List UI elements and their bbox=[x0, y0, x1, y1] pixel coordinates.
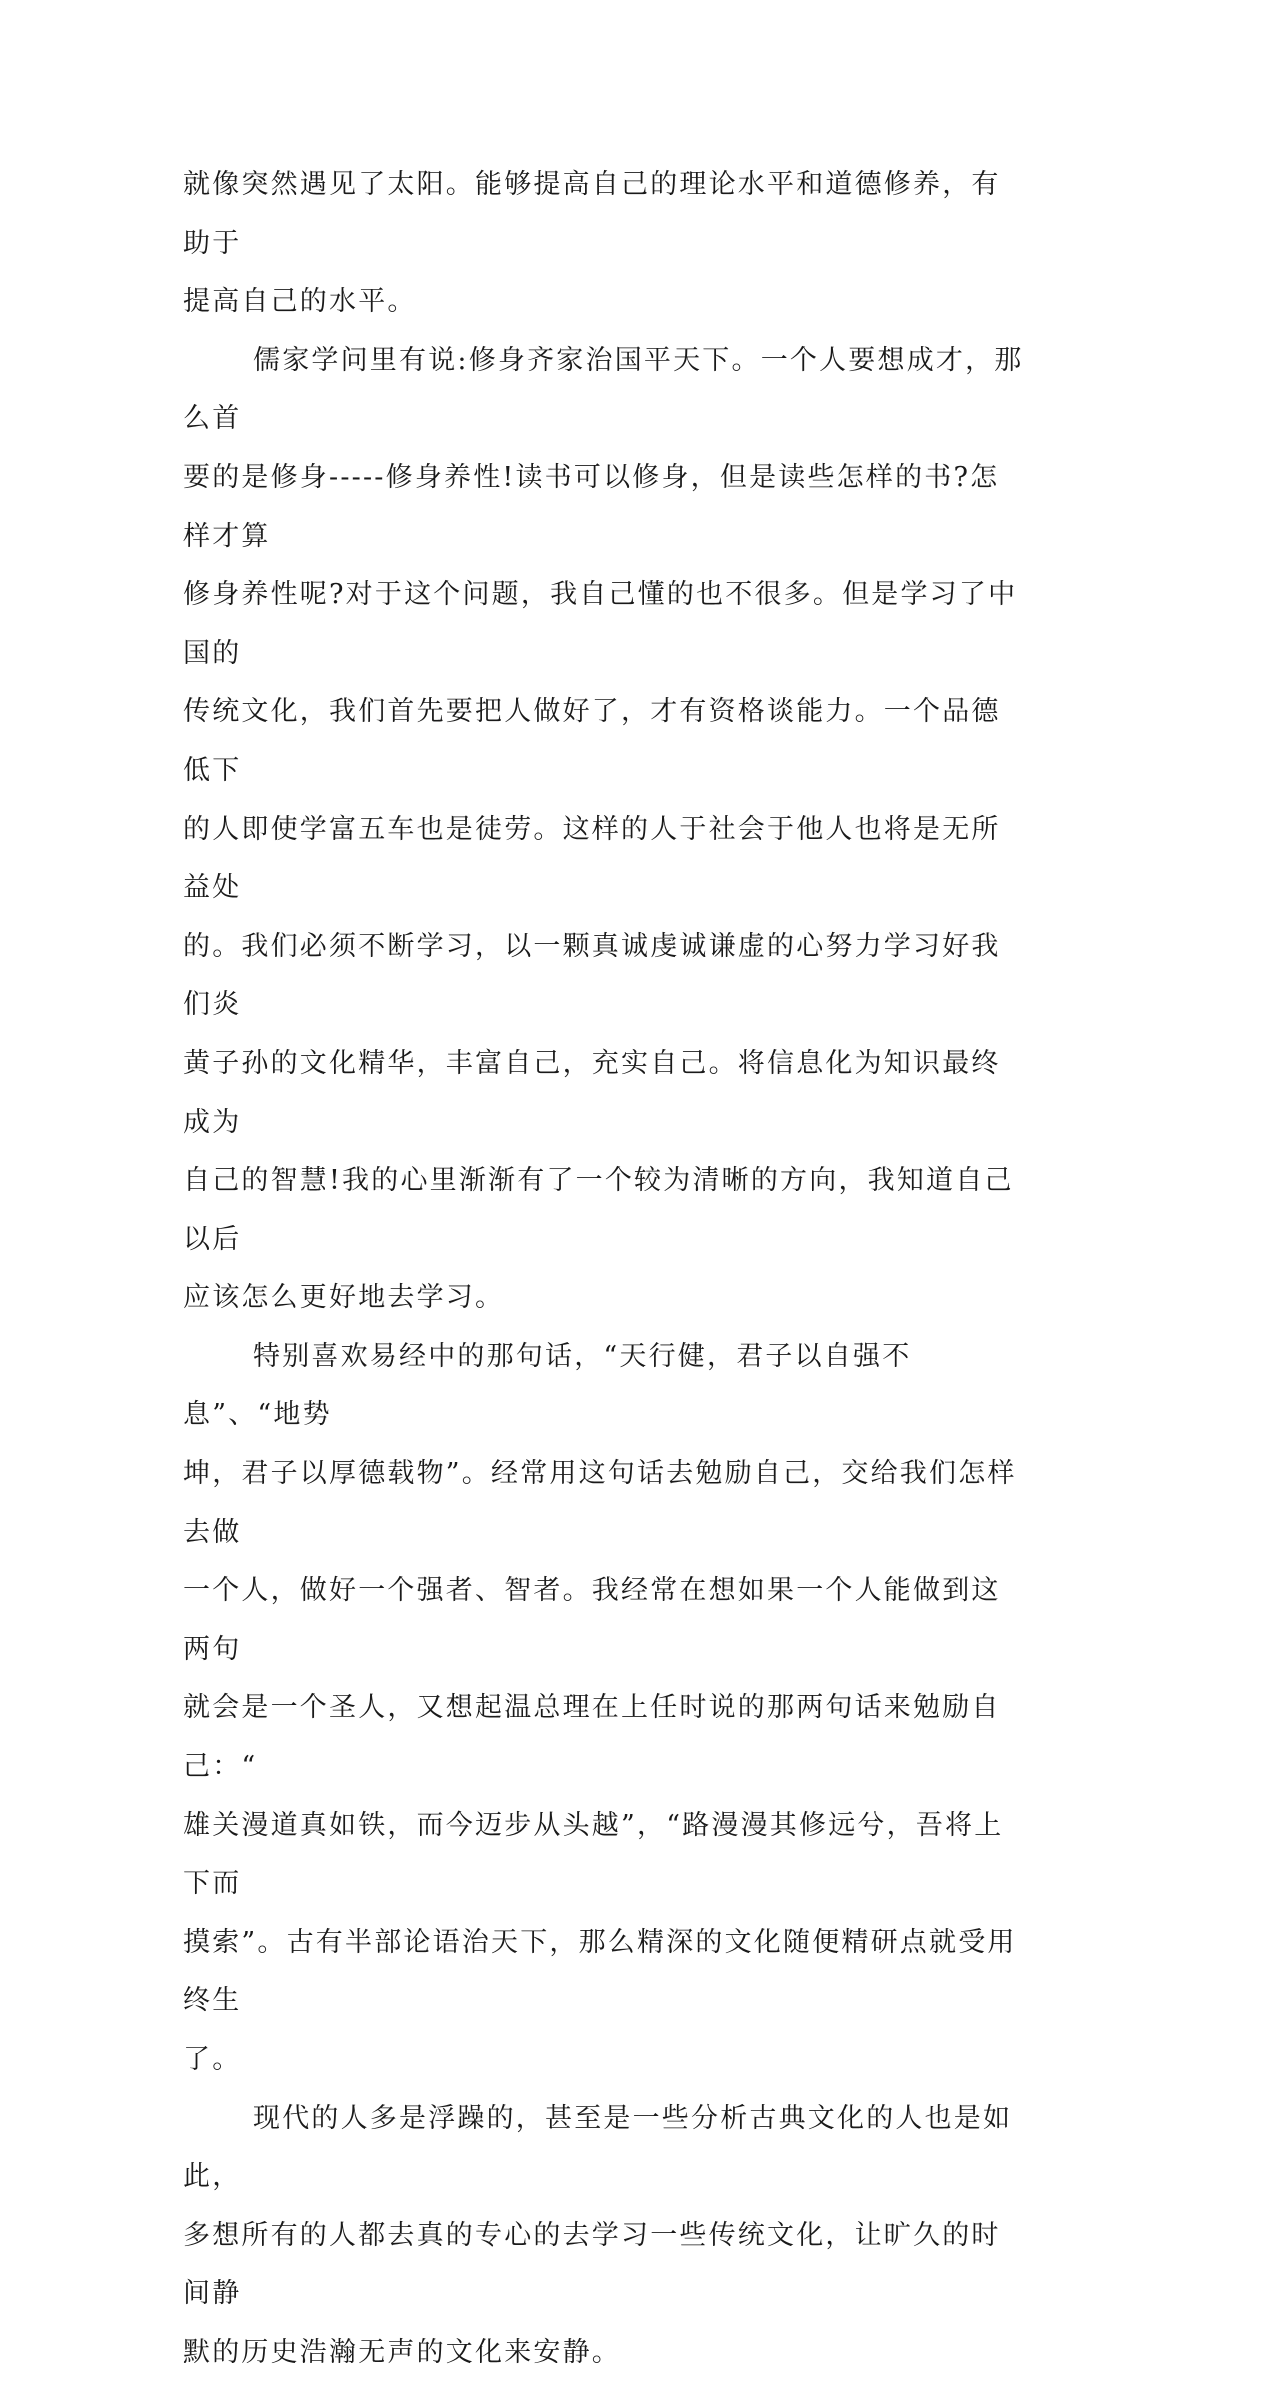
paragraph-line: 应该怎么更好地去学习。 bbox=[183, 1282, 505, 1314]
paragraph-line: 多想所有的人都去真的专心的去学习一些传统文化，让旷久的时间静 bbox=[183, 2219, 1001, 2310]
paragraph-line: 提高自己的水平。 bbox=[183, 286, 417, 318]
paragraph-line: 坤，君子以厚德载物”。经常用这句话去勉励自己，交给我们怎样去做 bbox=[183, 1458, 1017, 1548]
paragraph-line: 传统文化，我们首先要把人做好了，才有资格谈能力。一个品德低下 bbox=[183, 696, 1001, 786]
paragraph-2 bbox=[183, 332, 1028, 1328]
paragraph-line: 黄子孙的文化精华，丰富自己，充实自己。将信息化为知识最终成为 bbox=[183, 1047, 1001, 1138]
paragraph-line: 雄关漫道真如铁，而今迈步从头越”，“路漫漫其修远兮，吾将上下而 bbox=[183, 1809, 1004, 1900]
paragraph-3 bbox=[183, 1328, 1028, 2090]
paragraph-line: 一个人，做好一个强者、智者。我经常在想如果一个人能做到这两句 bbox=[183, 1575, 1001, 1665]
paragraph-line: 就会是一个圣人，又想起温总理在上任时说的那两句话来勉励自己：“ bbox=[183, 1692, 1001, 1783]
document-body bbox=[183, 156, 1028, 2383]
paragraph-line: 要的是修身-----修身养性!读书可以修身，但是读些怎样的书?怎样才算 bbox=[183, 461, 1000, 552]
paragraph-1 bbox=[183, 156, 1028, 332]
paragraph-4 bbox=[183, 2090, 1028, 2383]
paragraph-line: 儒家学问里有说:修身齐家治国平天下。一个人要想成才，那么首 bbox=[183, 344, 1024, 435]
paragraph-line: 的人即使学富五车也是徒劳。这样的人于社会于他人也将是无所益处 bbox=[183, 813, 1001, 904]
paragraph-line: 默的历史浩瀚无声的文化来安静。 bbox=[183, 2336, 621, 2368]
paragraph-line: 摸索”。古有半部论语治天下，那么精深的文化随便精研点就受用终生 bbox=[183, 1926, 1017, 2017]
paragraph-line: 的。我们必须不断学习，以一颗真诚虔诚谦虚的心努力学习好我们炎 bbox=[183, 930, 1001, 1021]
paragraph-line: 就像突然遇见了太阳。能够提高自己的理论水平和道德修养，有助于 bbox=[183, 169, 1001, 259]
paragraph-line: 了。 bbox=[183, 2044, 242, 2075]
paragraph-line: 现代的人多是浮躁的，甚至是一些分析古典文化的人也是如此， bbox=[183, 2102, 1013, 2193]
paragraph-line: 特别喜欢易经中的那句话，“天行健，君子以自强不息”、“地势 bbox=[183, 1340, 912, 1431]
paragraph-line: 自己的智慧!我的心里渐渐有了一个较为清晰的方向，我知道自己以后 bbox=[183, 1165, 1014, 1255]
paragraph-line: 修身养性呢?对于这个问题，我自己懂的也不很多。但是学习了中国的 bbox=[183, 579, 1018, 669]
